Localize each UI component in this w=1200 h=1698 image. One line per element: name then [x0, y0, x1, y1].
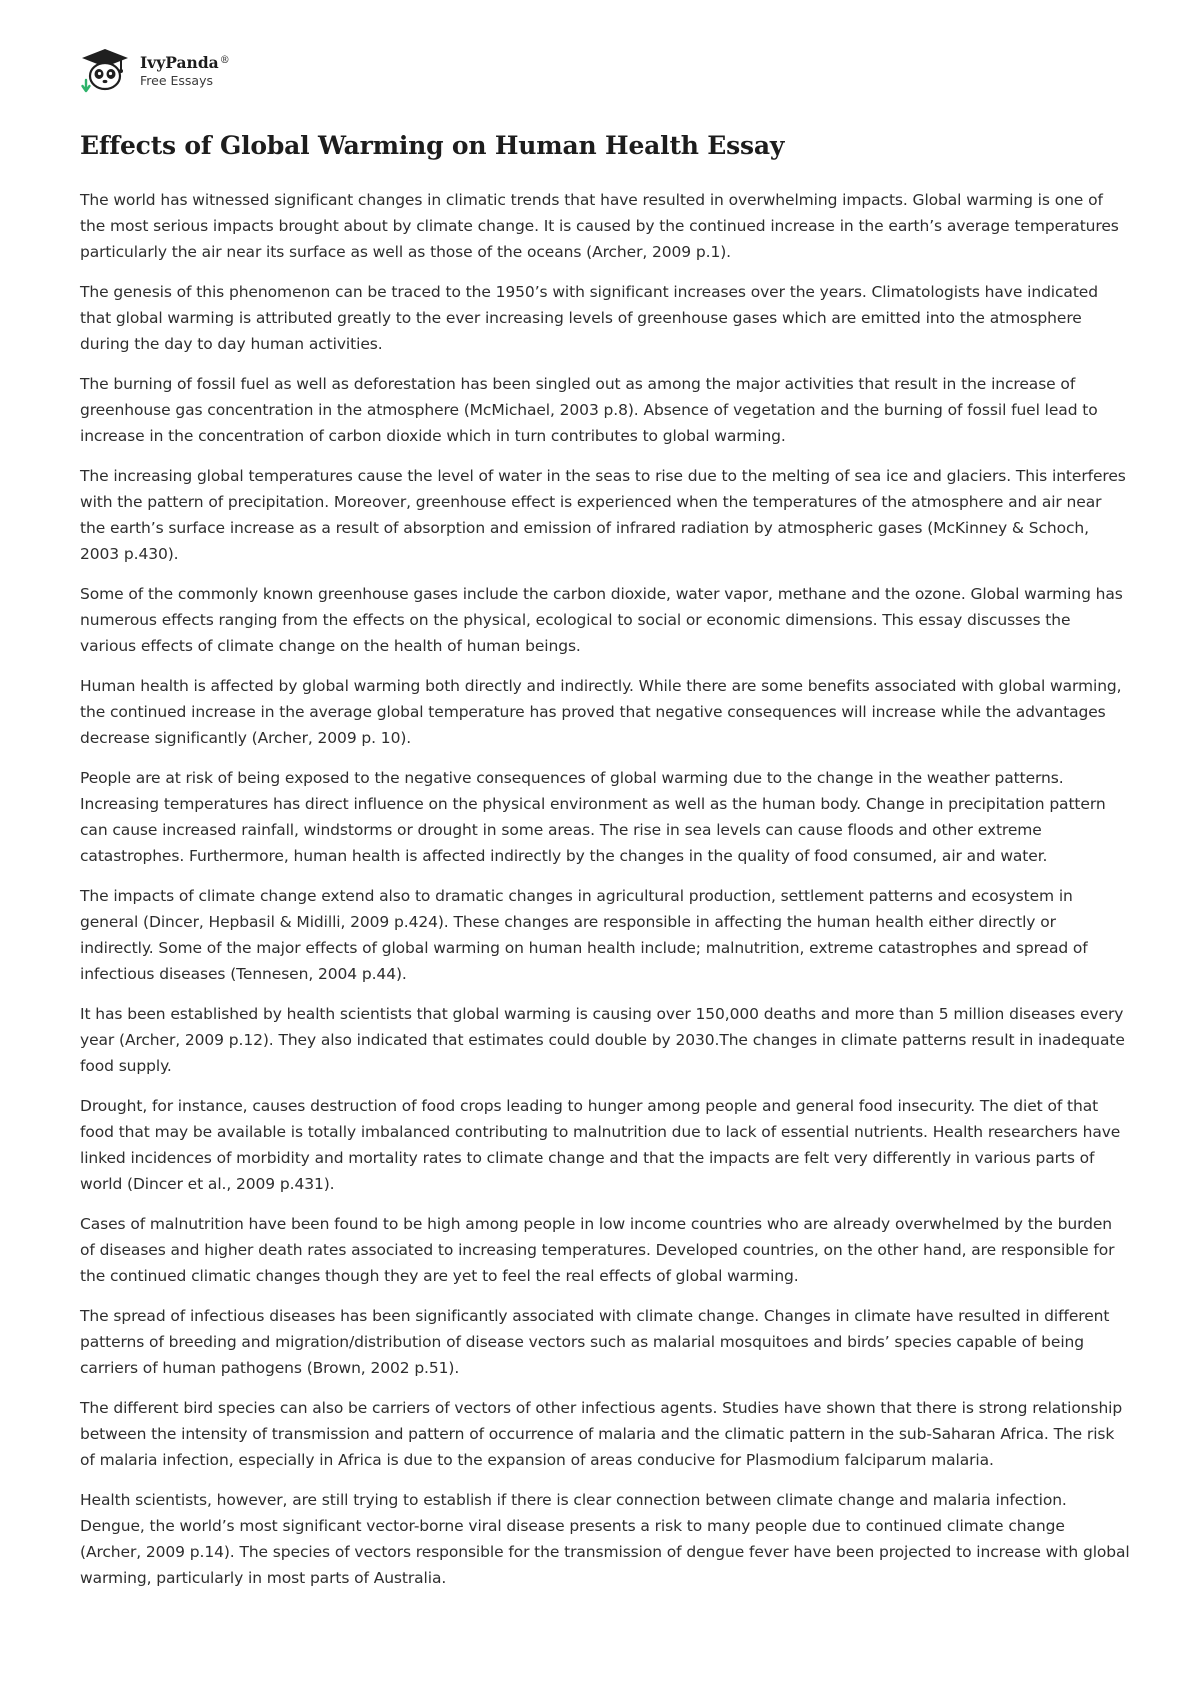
site-header [80, 46, 230, 94]
graduation-cap-panda-icon[interactable] [80, 46, 130, 94]
essay-paragraph: Drought, for instance, causes destruction of food crops leading to hunger among people and general food insecurity. The diet of that food that may be available is totally imbalanced contributing to malnutrition due to lack of essential nutrients. Health researchers have linked incidences of morbidity and mortality rates to climate change and that the impacts are felt very differently in various parts of world (Dincer et al., 2009 p.431). [80, 1097, 1121, 1193]
essay-paragraph: The spread of infectious diseases has been significantly associated with climate change. Changes in climate have resulted in different patterns of breeding and migration/distribution of disease vectors such as malarial mosquitoes and birds’ species capable of being carriers of human pathogens (Brown, 2002 p.51). [80, 1307, 1110, 1377]
essay-title: Effects of Global Warming on Human Health Essay [80, 131, 785, 160]
essay-paragraph: The genesis of this phenomenon can be traced to the 1950’s with significant increases over the years. Climatologists have indicated that global warming is attributed greatly to the ever increasing levels of greenhouse gases which are emitted into the atmosphere during the day to day human activities. [80, 283, 1098, 353]
essay-paragraph: The different bird species can also be carriers of vectors of other infectious agents. Studies have shown that there is strong relationship between the intensity of transmission and pattern of occurrence of malaria and the climatic pattern in the sub-Saharan Africa. The risk of malaria infection, especially in Africa is due to the expansion of areas conducive for Plasmodium falciparum malaria. [80, 1399, 1123, 1469]
brand-name[interactable]: IvyPanda® [140, 53, 230, 72]
essay-paragraph: It has been established by health scientists that global warming is causing over 150,000 deaths and more than 5 million diseases every year (Archer, 2009 p.12). They also indicated that estimates could double by 2030.The changes in climate patterns result in inadequate food supply. [80, 1005, 1125, 1075]
brand-tagline: Free Essays [140, 73, 213, 88]
essay-paragraph: The increasing global temperatures cause the level of water in the seas to rise due to the melting of sea ice and glaciers. This interferes with the pattern of precipitation. Moreover, greenhouse effect is experienced when the temperatures of the atmosphere and air near the earth’s surface increase as a result of absorption and emission of infrared radiation by atmospheric gases (McKinney & Schoch, 2003 p.430). [80, 467, 1126, 563]
brand[interactable] [140, 51, 230, 89]
registered-mark: ® [219, 55, 230, 66]
essay-paragraph: The world has witnessed significant changes in climatic trends that have resulted in overwhelming impacts. Global warming is one of the most serious impacts brought about by climate change. It is caused by the continued increase in the earth’s average temperatures particularly the air near its surface as well as those of the oceans (Archer, 2009 p.1). [80, 191, 1119, 261]
essay-paragraph: Health scientists, however, are still trying to establish if there is clear connection between climate change and malaria infection. Dengue, the world’s most significant vector-borne viral disease presents a risk to many people due to continued climate change (Archer, 2009 p.14). The species of vectors responsible for the transmission of dengue fever have been projected to increase with global warming, particularly in most parts of Australia. [80, 1491, 1130, 1587]
essay-paragraph: Human health is affected by global warming both directly and indirectly. While there are some benefits associated with global warming, the continued increase in the average global temperature has proved that negative consequences will increase while the advantages decrease significantly (Archer, 2009 p. 10). [80, 677, 1122, 747]
essay-body [80, 187, 1130, 1605]
essay-paragraph: The impacts of climate change extend also to dramatic changes in agricultural production, settlement patterns and ecosystem in general (Dincer, Hepbasil & Midilli, 2009 p.424). These changes are responsible in affecting the human health either directly or indirectly. Some of the major effects of global warming on human health include; malnutrition, extreme catastrophes and spread of infectious diseases (Tennesen, 2004 p.44). [80, 887, 1088, 983]
essay-paragraph: Cases of malnutrition have been found to be high among people in low income countries who are already overwhelmed by the burden of diseases and higher death rates associated to increasing temperatures. Developed countries, on the other hand, are responsible for the continued climatic changes though they are yet to feel the real effects of global warming. [80, 1215, 1115, 1285]
essay-paragraph: People are at risk of being exposed to the negative consequences of global warming due to the change in the weather patterns. Increasing temperatures has direct influence on the physical environment as well as the human body. Change in precipitation pattern can cause increased rainfall, windstorms or drought in some areas. The rise in sea levels can cause floods and other extreme catastrophes. Furthermore, human health is affected indirectly by the changes in the quality of food consumed, air and water. [80, 769, 1106, 865]
essay-paragraph: The burning of fossil fuel as well as deforestation has been singled out as among the major activities that result in the increase of greenhouse gas concentration in the atmosphere (McMichael, 2003 p.8). Absence of vegetation and the burning of fossil fuel lead to increase in the concentration of carbon dioxide which in turn contributes to global warming. [80, 375, 1098, 445]
essay-paragraph: Some of the commonly known greenhouse gases include the carbon dioxide, water vapor, methane and the ozone. Global warming has numerous effects ranging from the effects on the physical, ecological to social or economic dimensions. This essay discusses the various effects of climate change on the health of human beings. [80, 585, 1123, 655]
